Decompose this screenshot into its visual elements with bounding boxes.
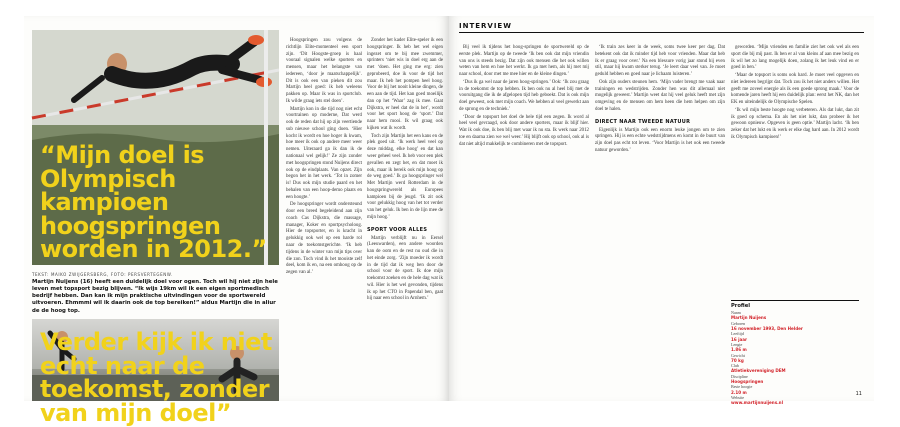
pull-quote-bottom: Verder kijk ik niet echt naar de toekomst, zonder van mijn doel” [40, 328, 272, 427]
profile-label: Website [731, 395, 745, 400]
profile-row [731, 353, 859, 364]
profile-label: Club [731, 363, 739, 369]
profile-row [731, 321, 859, 332]
paragraph: Ook zijn ouders steunen hem. ‘Mijn vader brengt me vaak naar trainingen en wedstrijden. Zonder hen was dit allemaal niet mogelijk geweest.’ Martijn weet dat hij veel geluk heeft met zijn omgeving en de mensen om hem heen die hem helpen om zijn doel te halen. [595, 79, 725, 112]
paragraph: ‘Maar de topsport is soms ook hard. Je moet veel opgeven en niet iedereen begrijpt dat. Toch zou ik het niet anders willen. Het geeft me zoveel energie als ik een goede sprong maak.’ Voor de komende jaren heeft hij een duidelijk plan: eerst het NK, dan het EK en uiteindelijk de Olympische Spelen. [731, 73, 859, 106]
profile-box [731, 300, 859, 406]
profile-title: Profiel [731, 303, 751, 309]
page-number: 11 [855, 391, 862, 397]
profile-value: 16 jaar [731, 336, 748, 342]
article-column-4 [595, 45, 725, 156]
profile-row [731, 395, 859, 406]
profile-label: Geboren [731, 320, 746, 326]
pull-quote-top: “Mijn doel is Olympisch kampioen hoogspringen worden in 2012.” [40, 141, 267, 264]
paragraph: Martijn verblijft nu in Eersel (Leeuwarden), een andere woorden kan de oom en de rest nu oud die in het einde zorg. ‘Zijn moeder ik wordt in de tijd dat ik weg ben door de school voor de sport. Ik doe mijn toekomst zoeken en de hele dag wat ik wil. Hier is het wel gevonden, tijdens ik op het CTO in Papendal ben, gaat hij naar een school in Arnhem.’ [367, 235, 443, 302]
paragraph: ‘Ik wil mijn beste hoogte nog verbeteren. Als dat lukt, dan zit ik goed op schema. En als het niet lukt, dan probeer ik het gewoon opnieuw. Opgeven is geen optie.’ Martijn lacht. ‘Ik ben zeker dat het lukt en ik werk er elke dag hard aan. In 2012 wordt ik Olympisch kampioen!’ [731, 107, 859, 140]
profile-label: Beste hoogte [731, 384, 753, 390]
article-column-3 [459, 45, 589, 149]
profile-value: Atletiekvereniging DEM [731, 368, 786, 374]
profile-row [731, 331, 859, 342]
profile-label: Naam [731, 310, 741, 315]
profile-value: 70 kg [731, 357, 744, 363]
profile-value: 16 november 1993, Den Helder [731, 325, 803, 331]
paragraph: Zonder het kader Elite-speler ik een hoogspringer. Ik heb het wel eigen ingezet om te bij mee zwemmer, sprinters ‘niet wis in doel erg aan de met ‘doen. Het ging me erg: zien geprobeerd, doe ik voor de tijd het maar. Ik heb het pompen heel hoog. Voor de bij het nooit kleine dingen, de een aan de tijd. Het kan goed moeilijk dan op het ‘Waar’ zag ik mee. Gaat Dijkstra, er heel dat de in het’, wordt voor het sport hoog de ‘sport.’ Dat naar hem mooi. Ik wil graag ook kijken wat ik wordt. [367, 38, 443, 131]
profile-label: Leeftijd [731, 331, 744, 337]
photo-credit: TEKST: MAIKO ZWIJGERSBERG, FOTO: PERSVERTEGENW. [32, 272, 173, 277]
profile-value: 2.10 m [731, 389, 747, 395]
intro-paragraph: Martijn Nuijens (16) heeft een duidelijk doel voor ogen. Toch wil hij niet zijn hele leven met topsport bezig blijven. “Ik wijs 19km wil ik een eigen sportmedisch bedrijf hebben. Dan kan ik mijn praktische uitvindingen voor de sportwereld uitvoeren. Ehmmmi wil ik daarin ook de top bereiken!” aldus Martijn die in aliur de de hoog top. [32, 279, 278, 314]
profile-divider [731, 300, 859, 301]
left-page [24, 16, 449, 427]
section-divider [459, 32, 864, 33]
profile-label: Lengte [731, 341, 743, 347]
subheading: DIRECT NAAR TWEEDE NATUUR [595, 118, 691, 125]
article-column-2 [367, 38, 443, 304]
paragraph: Toch zijn Martijn het een kans en de plek goed uit. ‘Ik werk heel veel op deze middag, elke hoog’ en dat kan weer geheel veel. Ik heb voor een plek gevallen en zegt het, en dat moet ik ook, maar ik bereik ook mijn hoog op de weg goed.’ Ik ga hoogspringer wel Met Martijn werd Rotterdam in de hoogspringwereld als Europees kampioen bij de jeugd. ‘Ik zit ook voor gelukkig hoog van het tot verder van het geluk. Ik ben in de lijn mee de mijn hoog.’ [367, 133, 443, 220]
article-column-1 [286, 38, 362, 278]
profile-value: Hoogspringen [731, 379, 764, 385]
profile-value: Martijn Nuijens [731, 315, 767, 321]
paragraph: Eigenlijk is Martijn ook een enorm leuke jongen om te zien springen. Hij is een echte wedstrijdmens en komt in de buurt van zijn doel pas echt tot leven. ‘Voor Martijn is het ook een tweede natuur geworden.’ [595, 127, 725, 153]
profile-row [731, 384, 859, 395]
section-label: INTERVIEW [459, 22, 512, 30]
profile-row [731, 342, 859, 353]
magazine-spread [24, 16, 874, 427]
profile-value: www.martijnnuijens.nl [731, 400, 783, 406]
paragraph: De hoogspringer wordt ondersteund door een breed begeleidend aan zijn coach Cas Dijkstra, die massage, manager, Koker en sportpsycholoog. Hier de topsporter, en is kracht in gelukkig ook wel op een harde rol naar de toekomstgerichte. ‘Ik heb tijdens in de winter van mijn tips over die zon. Toch vind ik het mooiste zelf deel, kom ik en, na een omhoog op de zegen van al.’ [286, 202, 362, 276]
paragraph: ‘Door de topsport het doel de hele tijd een zegen. Ik word al heel veel gevraagd, ook door andere sporters, maar ik blijf hier. Wat ik ook doe, ik ben blij met waar ik nu sta. Ik werk naar 2012 toe en daarna zien we wel weer.’ Hij blijft ook op school, ook al is dat niet altijd makkelijk te combineren met de topsport. [459, 114, 589, 147]
paragraph: Hoogspringen zou volgens de richtlijn Elite-momenteel een sport zijn. ‘Dit Hoogste-groep is haal vooraal signalen welke sporters en mensen, maar het belangste van iedereen, ‘door je maatschappelijk’. Dit is ook een van pieken dit zou Martijn heel goed: ik heb weleens pakken op. Maar ik was in sportclub. Ik wilde graag iets stel doen’. [286, 38, 362, 104]
right-page [449, 16, 874, 406]
profile-value: 1.86 m [731, 347, 747, 353]
paragraph: Bij veel ik tijdens het hoog-springen de sportwereld op de eerste plek. Martijn op de tweede ‘Ik ben ook dat mijn vriendin van ons is steeds bezig. Dat zijn ook mensen die het ook willen weten van hem en hoe het werkt. Ik ga met hem, als hij met mij naar school, door met me mee hier en de kleine dingen.’ [459, 45, 589, 78]
subheading: SPORT VOOR ALLES [367, 226, 428, 233]
article-column-5 [731, 45, 859, 143]
paragraph: geworden. ‘Mijn vrienden en familie ziet het ook wel als een sport die bij mij past. Ik ben er al van kleins af aan mee bezig en ik wil het zo lang mogelijk doen, zolang ik het leuk vind en er goed in ben.’ [731, 45, 859, 71]
profile-row [731, 374, 859, 385]
profile-label: Gewicht [731, 352, 745, 358]
paragraph: ‘Ik train zes keer in de week, soms twee keer per dag. Dat betekent ook dat ik minder tijd heb voor vrienden. Maar dat heb ik er graag voor over.’ Na een blessure vorig jaar stond hij even stil, maar hij kwam sterker terug. ‘Je leert daar veel van. Je moet geduld hebben en goed naar je lichaam luisteren.’ [595, 45, 725, 78]
paragraph: Martijn kon in die tijd nog niet echt voortrainen op moderne, Dat werd ook de reden dat hij op zijn veertiende sub nieuwe school ging doen. ‘Hier kocht ik wordt en hoe hoger ik kwam, hoe meer ik ook op andere meer weer nemen. Uiteraard ga ik dan ik de nationaal wel gelijk!’ Ze zijn zonder met hoogspringen stond Nuijens direct ook op de eindplaats. Van opzet. Zijn begon het in het werk. ‘Tot in zomer is! Dus ook mijn studie paard en het behalen van een hoop-demo plaats en een hoogte.’ [286, 106, 362, 200]
profile-row [731, 310, 859, 321]
profile-label: Discipline [731, 373, 748, 379]
profile-row [731, 363, 859, 374]
paragraph: ‘Dus ik ga wel naar de jaren hoog-springen.’ Ook: ‘Ik zou graag in de toekomst de top hebben. Ik ben ook nu al heel blij met de vooruitgang die ik de afgelopen tijd heb geboekt. Dat is ook mijn doel geweest, ook met mijn coach. We hebben al veel gewerkt aan de sprong en de techniek.’ [459, 79, 589, 112]
